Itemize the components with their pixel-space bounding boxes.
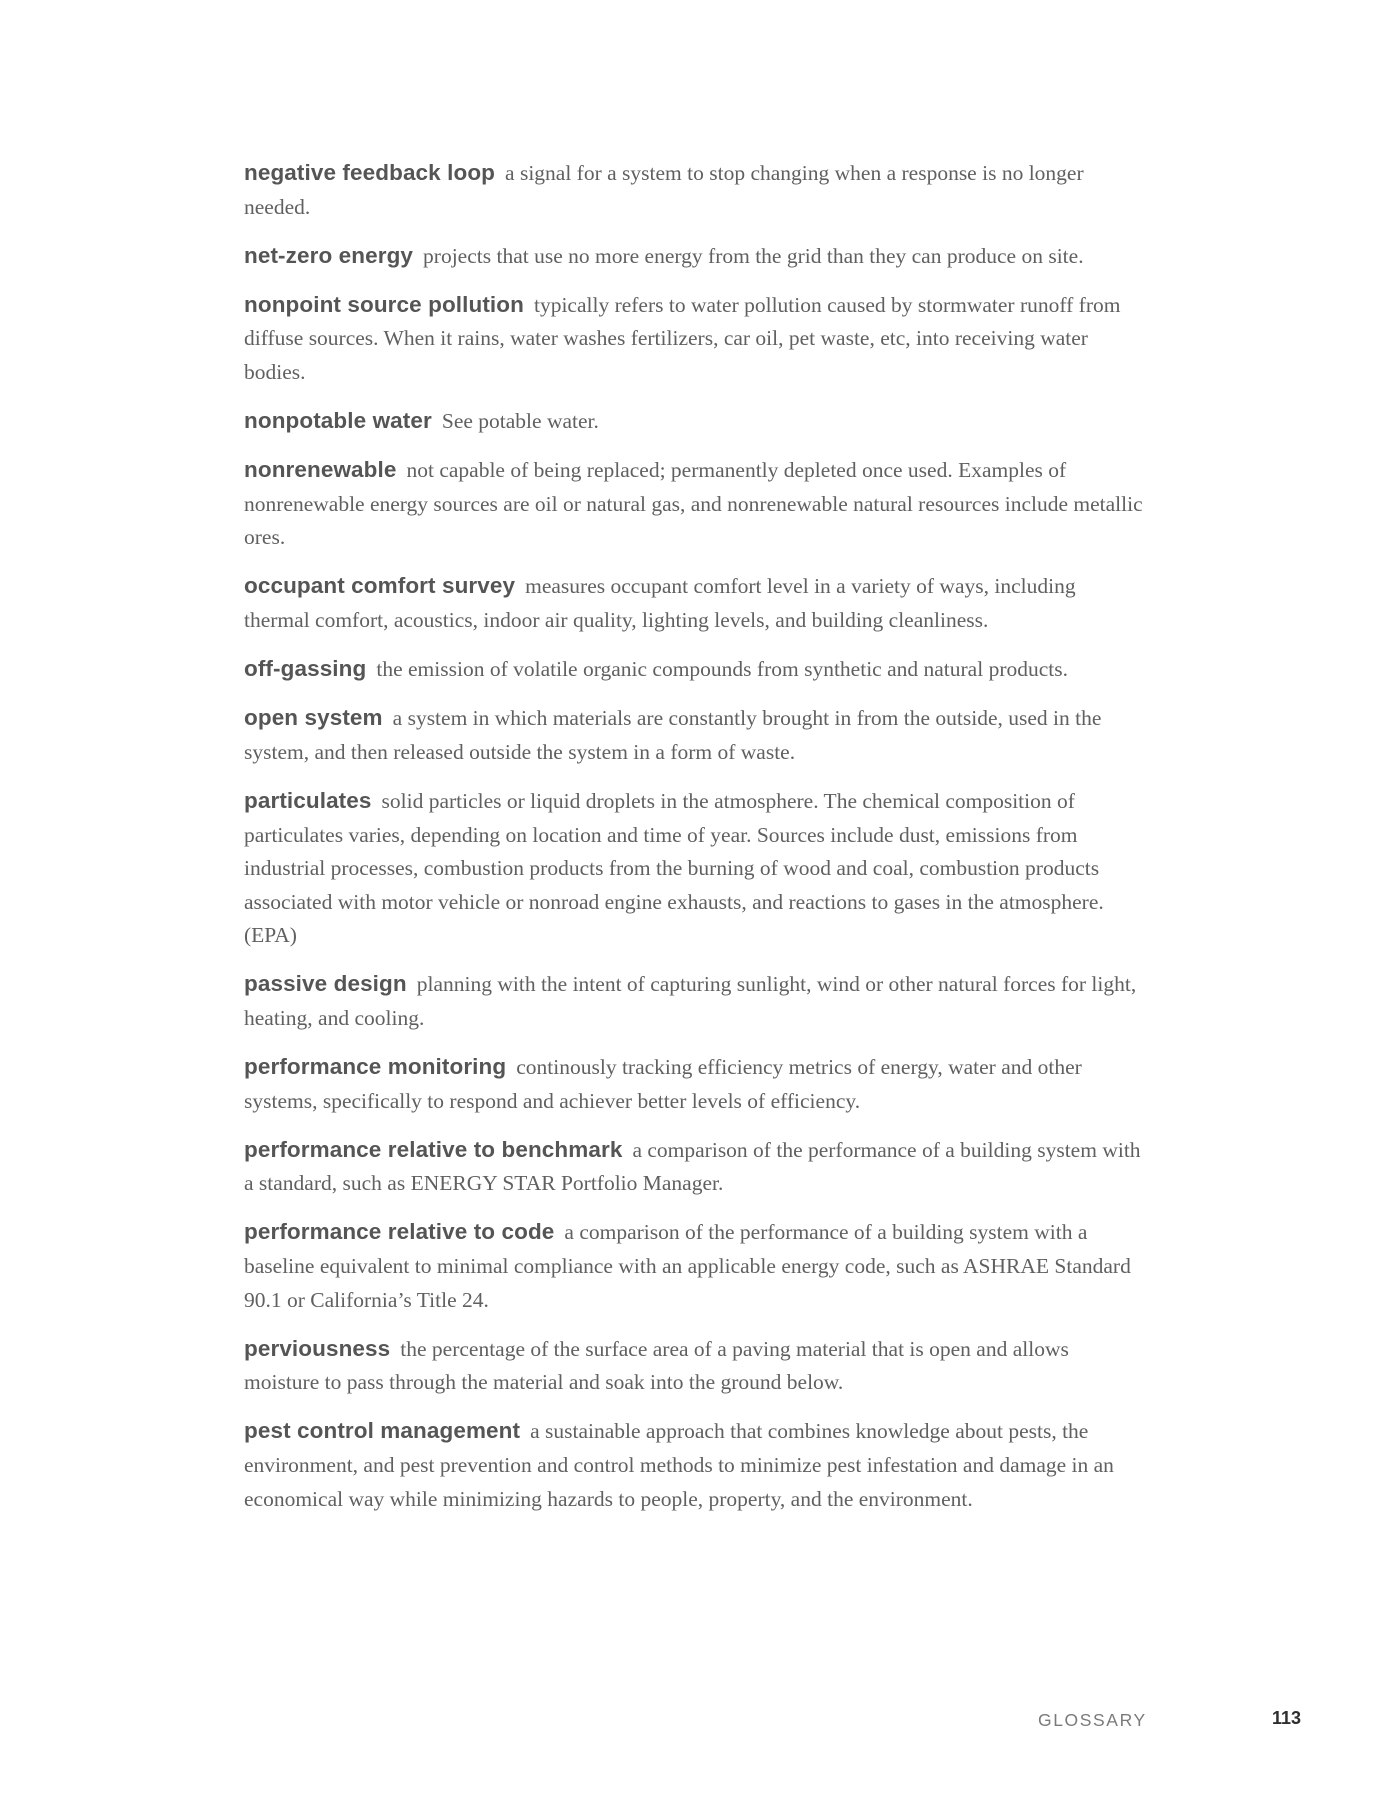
glossary-definition: a sustainable approach that combines knowledge about pests, the environment, and pest prevention and control methods to minimize pest infestation and damage in an economical way while minimizing hazards to people, property, and the environment. (244, 1419, 1114, 1511)
glossary-entry (244, 784, 1144, 953)
glossary-term: open system (244, 705, 383, 731)
glossary-entry (244, 1133, 1144, 1201)
footer-section-label: GLOSSARY (1038, 1710, 1147, 1730)
glossary-entry (244, 156, 1144, 224)
glossary-term: nonrenewable (244, 457, 397, 483)
glossary-term: pest control management (244, 1418, 521, 1444)
glossary-term: performance relative to benchmark (244, 1136, 623, 1162)
glossary-entry (244, 652, 1144, 687)
glossary-entry (244, 288, 1144, 390)
glossary-entry (244, 701, 1144, 769)
glossary-definition: a comparison of the performance of a building system with a standard, such as ENERGY STAR Portfolio Manager. (244, 1137, 1141, 1196)
glossary-definition: the emission of volatile organic compounds from synthetic and natural products. (376, 657, 1068, 682)
glossary-definition: solid particles or liquid droplets in the atmosphere. The chemical composition of particulates varies, depending on location and time of year. Sources include dust, emissions from industrial processes, combustion products from the burning of wood and coal, combustion products associated with motor vehicle or nonroad engine exhausts, and reactions to gases in the atmosphere. (EPA) (244, 788, 1104, 948)
glossary-entry (244, 1050, 1144, 1118)
glossary-term: nonpoint source pollution (244, 291, 524, 317)
glossary-definition: not capable of being replaced; permanently depleted once used. Examples of nonrenewable energy sources are oil or natural gas, and nonrenewable natural resources include metallic ores. (244, 458, 1143, 550)
glossary-term: negative feedback loop (244, 160, 496, 185)
glossary-definition: See potable water. (441, 409, 599, 434)
glossary-term: nonpotable water (244, 408, 432, 434)
glossary-term: occupant comfort survey (244, 573, 516, 599)
glossary-list (244, 156, 1144, 1531)
glossary-entry (244, 1414, 1144, 1516)
glossary-entry (244, 239, 1144, 274)
glossary-term: performance relative to code (244, 1219, 555, 1245)
glossary-definition: continously tracking efficiency metrics of energy, water and other systems, specifically to respond and achiever better levels of efficiency. (244, 1055, 1082, 1113)
glossary-definition: typically refers to water pollution caused by stormwater runoff from diffuse sources. When it rains, water washes fertilizers, car oil, pet waste, etc, into receiving water bodies. (244, 292, 1121, 384)
glossary-entry (244, 569, 1144, 637)
glossary-definition: a signal for a system to stop changing when a response is no longer needed. (244, 161, 1084, 219)
glossary-entry (244, 1215, 1144, 1317)
glossary-entry (244, 967, 1144, 1035)
glossary-definition: measures occupant comfort level in a variety of ways, including thermal comfort, acoustics, indoor air quality, lighting levels, and building cleanliness. (244, 574, 1076, 633)
glossary-definition: planning with the intent of capturing sunlight, wind or other natural forces for light, heating, and cooling. (244, 972, 1137, 1030)
glossary-definition: a comparison of the performance of a building system with a baseline equivalent to minimal compliance with an applicable energy code, such as ASHRAE Standard 90.1 or California’s Title 24. (244, 1220, 1131, 1312)
glossary-term: particulates (244, 787, 372, 813)
page-number: 113 (1272, 1708, 1302, 1728)
glossary-term: perviousness (244, 1335, 391, 1361)
glossary-term: performance monitoring (244, 1054, 507, 1080)
glossary-term: passive design (244, 971, 407, 997)
glossary-entry (244, 453, 1144, 555)
glossary-entry (244, 1332, 1144, 1400)
glossary-definition: a system in which materials are constantly brought in from the outside, used in the system, and then released outside the system in a form of waste. (244, 706, 1102, 764)
glossary-term: off-gassing (244, 656, 367, 682)
glossary-definition: the percentage of the surface area of a paving material that is open and allows moisture to pass through the material and soak into the ground below. (244, 1336, 1069, 1395)
glossary-entry (244, 404, 1144, 439)
glossary-definition: projects that use no more energy from the grid than they can produce on site. (423, 243, 1084, 268)
glossary-term: net-zero energy (244, 242, 414, 268)
